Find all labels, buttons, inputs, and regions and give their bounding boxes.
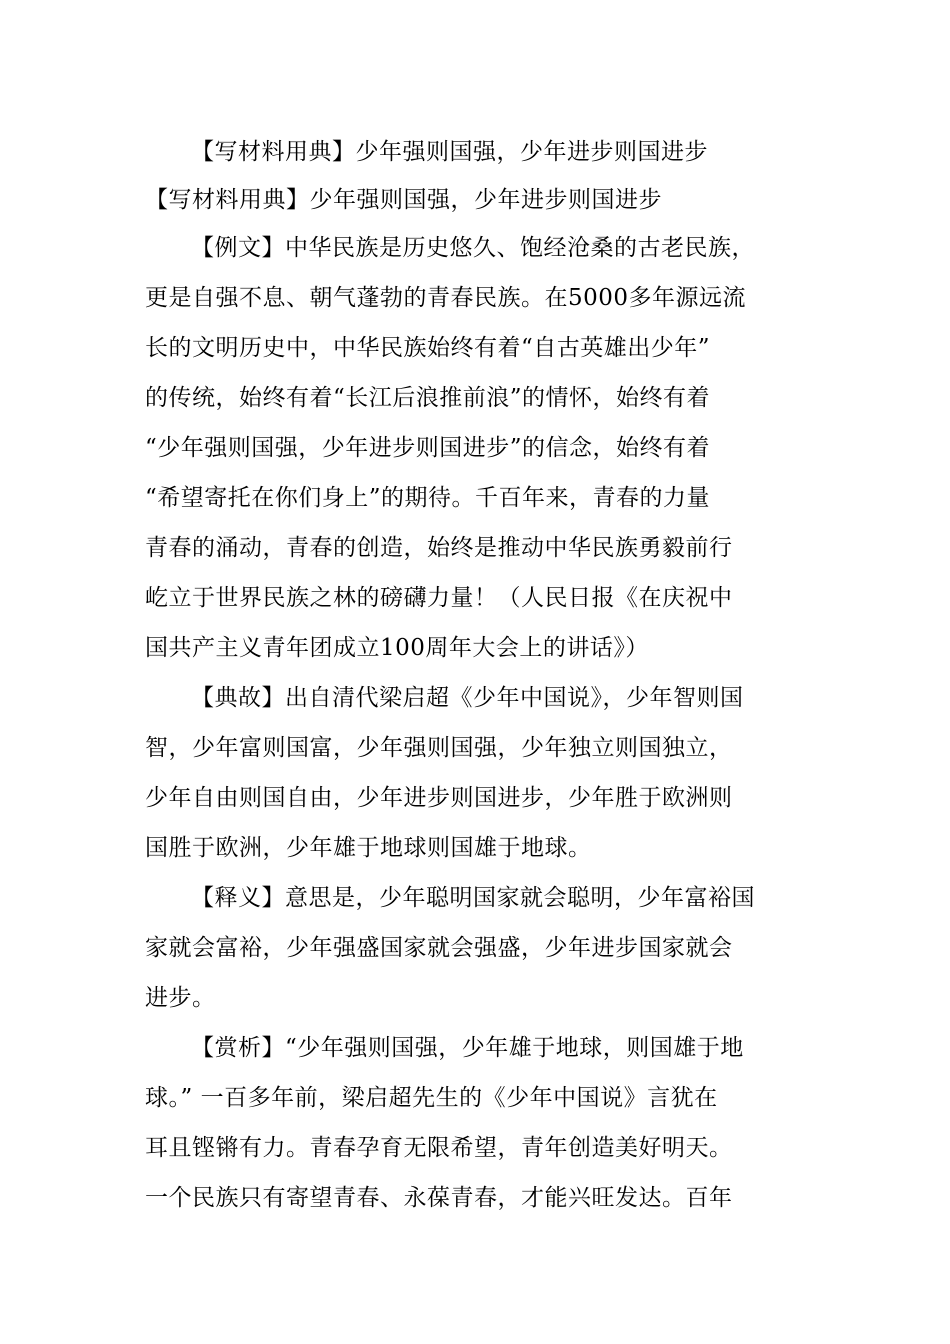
- appreciation-line: 一个民族只有寄望青春、永葆青春，才能兴旺发达。百年: [145, 1185, 733, 1211]
- example-line: “希望寄托在你们身上”的期待。千百年来，青春的力量: [145, 485, 711, 511]
- allusion-line: 智，少年富则国富，少年强则国强，少年独立则国独立，: [145, 735, 733, 761]
- appreciation-line: 【赏析】“少年强则国强，少年雄于地球，则国雄于地: [191, 1035, 744, 1061]
- allusion-line: 少年自由则国自由，少年进步则国进步，少年胜于欧洲则: [145, 785, 733, 811]
- meaning-line: 家就会富裕，少年强盛国家就会强盛，少年进步国家就会: [145, 935, 733, 961]
- example-line: 青春的涌动，青春的创造，始终是推动中华民族勇毅前行: [145, 535, 733, 561]
- title-line: 【写材料用典】少年强则国强，少年进步则国进步: [145, 187, 662, 213]
- meaning-line: 进步。: [145, 985, 216, 1011]
- appreciation-line: 耳且铿锵有力。青春孕育无限希望，青年创造美好明天。: [145, 1135, 733, 1161]
- example-line: 的传统，始终有着“长江后浪推前浪”的情怀，始终有着: [145, 385, 711, 411]
- example-line: 长的文明历史中，中华民族始终有着“自古英雄出少年”: [145, 335, 711, 361]
- example-line: “少年强则国强，少年进步则国进步”的信念，始终有着: [145, 435, 711, 461]
- example-line: 国共产主义青年团成立100周年大会上的讲话》）: [145, 635, 649, 661]
- example-line: 【例文】中华民族是历史悠久、饱经沧桑的古老民族，: [191, 235, 755, 261]
- appreciation-line: 球。” 一百多年前，梁启超先生的《少年中国说》言犹在: [145, 1085, 718, 1111]
- meaning-line: 【释义】意思是，少年聪明国家就会聪明，少年富裕国: [191, 885, 755, 911]
- example-line: 更是自强不息、朝气蓬勃的青春民族。在5000多年源远流: [145, 285, 747, 311]
- title-line: 【写材料用典】少年强则国强，少年进步则国进步: [191, 139, 708, 165]
- example-line: 屹立于世界民族之林的磅礴力量！（人民日报《在庆祝中: [145, 585, 733, 611]
- allusion-line: 国胜于欧洲，少年雄于地球则国雄于地球。: [145, 835, 592, 861]
- allusion-line: 【典故】出自清代梁启超《少年中国说》，少年智则国: [191, 685, 744, 711]
